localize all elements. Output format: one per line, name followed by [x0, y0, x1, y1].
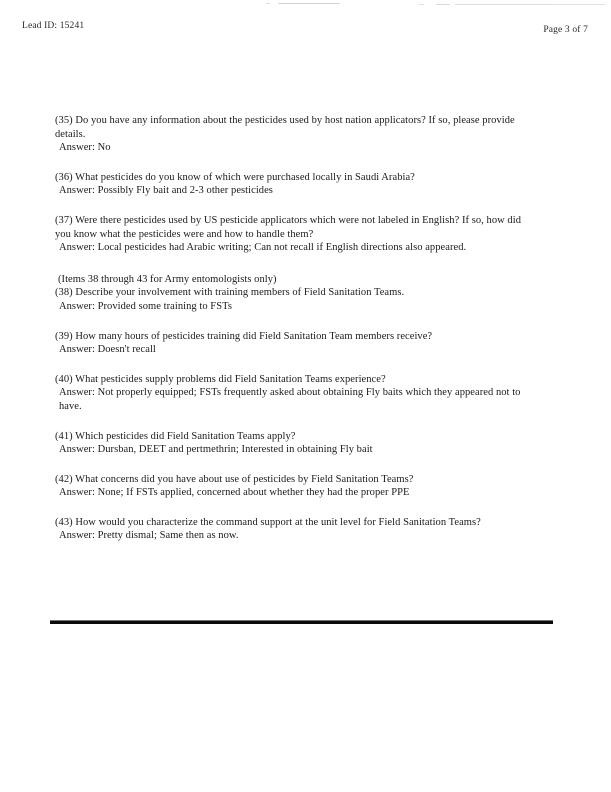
qa-item-43	[55, 516, 535, 543]
page-header	[0, 21, 611, 35]
answer-text: Answer: None; If FSTs applied, concerned about whether they had the proper PPE	[59, 487, 410, 499]
answer-text: Answer: Possibly Fly bait and 2-3 other pesticides	[59, 185, 273, 197]
question-text: (43) How would you characterize the command support at the unit level for Field Sanitation Teams?	[55, 516, 481, 528]
scan-artifact	[266, 3, 270, 4]
answer-text: Answer: Dursban, DEET and pertmethrin; Interested in obtaining Fly bait	[59, 444, 373, 456]
answer-text: Answer: No	[59, 142, 111, 154]
question-text: (35) Do you have any information about the pesticides used by host nation applicators? If so, please provide details.	[55, 115, 515, 140]
qa-item-35	[55, 114, 535, 155]
question-text: (41) Which pesticides did Field Sanitation Teams apply?	[55, 430, 296, 442]
qa-item-41	[55, 430, 535, 457]
section-note: (Items 38 through 43 for Army entomologists only)	[58, 273, 277, 285]
question-text: (38) Describe your involvement with training members of Field Sanitation Teams.	[55, 287, 405, 299]
scan-artifact	[548, 4, 606, 5]
question-text: (42) What concerns did you have about use of pesticides by Field Sanitation Teams?	[55, 473, 414, 485]
answer-text: Answer: Local pesticides had Arabic writing; Can not recall if English directions also appeared.	[59, 242, 467, 254]
qa-item-39	[55, 330, 535, 357]
lead-id-label: Lead ID: 15241	[22, 21, 85, 31]
scan-artifact	[418, 4, 424, 5]
scan-artifact	[455, 4, 550, 5]
answer-text: Answer: Not properly equipped; FSTs frequently asked about obtaining Fly baits which they appeared not to have.	[59, 387, 521, 412]
answer-text: Answer: Doesn't recall	[59, 344, 156, 356]
section-divider	[50, 621, 553, 624]
answer-text: Answer: Pretty dismal; Same then as now.	[59, 530, 239, 542]
questionnaire-body	[55, 114, 535, 543]
qa-item-42	[55, 473, 535, 500]
question-text: (36) What pesticides do you know of which were purchased locally in Saudi Arabia?	[55, 171, 415, 183]
question-text: (39) How many hours of pesticides training did Field Sanitation Team members receive?	[55, 330, 433, 342]
qa-item-38	[55, 273, 535, 314]
qa-item-36	[55, 171, 535, 198]
answer-text: Answer: Provided some training to FSTs	[59, 300, 232, 312]
qa-item-40	[55, 373, 535, 414]
page-number-label: Page 3 of 7	[543, 25, 588, 35]
question-text: (37) Were there pesticides used by US pesticide applicators which were not labeled in English? If so, how did you know what the pesticides were and how to handle them?	[55, 214, 521, 240]
qa-item-37	[55, 214, 535, 255]
scan-artifact	[436, 4, 450, 5]
question-text: (40) What pesticides supply problems did Field Sanitation Teams experience?	[55, 373, 386, 385]
scan-artifact	[278, 3, 340, 4]
